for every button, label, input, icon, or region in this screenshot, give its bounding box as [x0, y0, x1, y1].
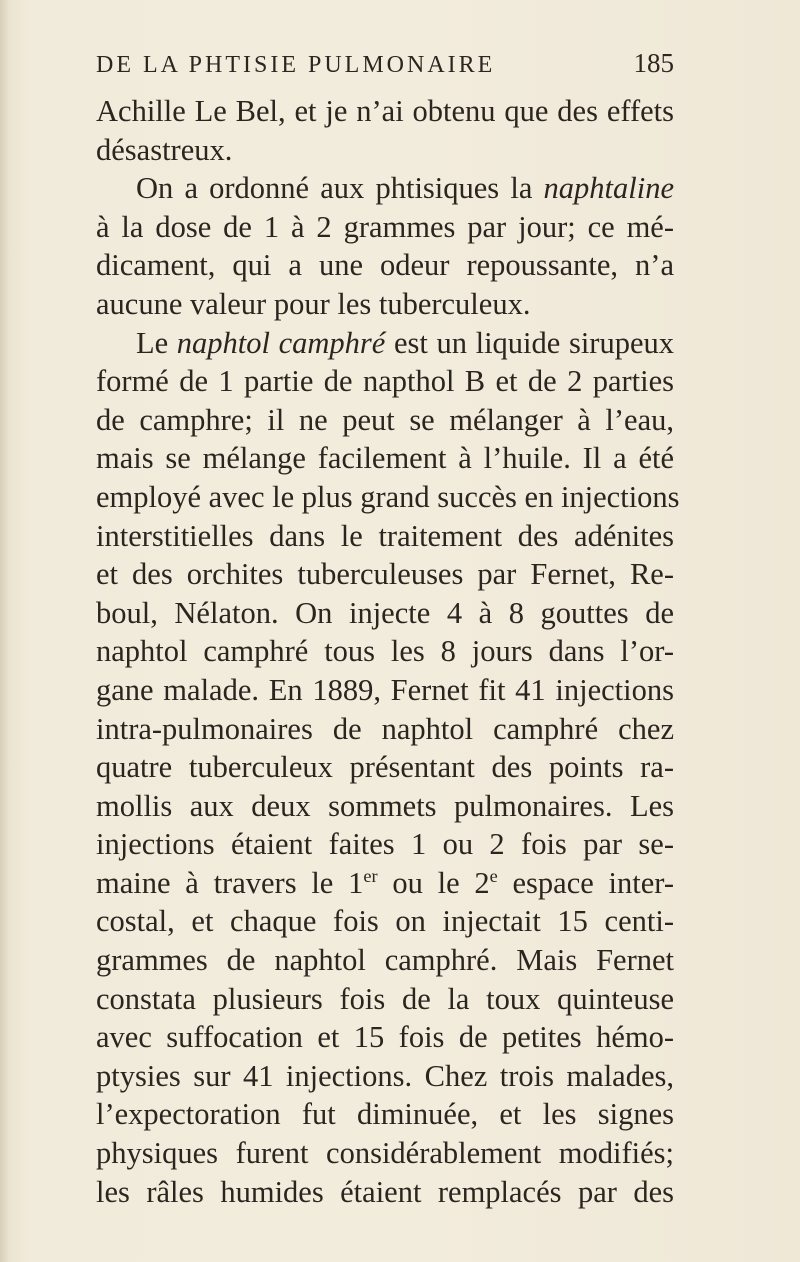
text-line — [96, 1095, 674, 1134]
text-line — [96, 787, 674, 826]
page-number: 185 — [633, 48, 674, 78]
text-segment: Achille Le Bel, et je n’ai obtenu que des effets — [96, 94, 674, 128]
text-line — [96, 864, 674, 903]
text-segment: grammes de naphtol camphré. Mais Fernet — [96, 943, 674, 978]
text-line — [96, 517, 674, 556]
text-segment: mollis aux deux sommets pulmonaires. Les — [96, 788, 674, 823]
text-line — [96, 362, 674, 401]
text-segment: et des orchites tuberculeuses par Fernet, Re- — [96, 557, 674, 592]
text-line — [96, 748, 674, 787]
text-line — [96, 169, 674, 208]
text-line — [96, 324, 674, 363]
text-line — [96, 902, 674, 941]
text-line — [96, 439, 674, 478]
text-segment: ptysies sur 41 injections. Chez trois malades, — [96, 1058, 674, 1093]
text-segment: physiques furent considérablement modifiés; — [96, 1136, 674, 1171]
italic-term: naphtol camphré — [176, 325, 386, 360]
text-line — [96, 941, 674, 980]
text-segment: maine à travers le 1 — [96, 865, 364, 900]
text-segment: aucune valeur pour les tuberculeux. — [96, 286, 531, 321]
text-line — [96, 825, 674, 864]
text-line — [96, 478, 680, 517]
text-line — [96, 285, 674, 324]
text-line — [96, 401, 674, 440]
text-segment: à la dose de 1 à 2 grammes par jour; ce mé- — [96, 209, 674, 244]
text-segment: est un liquide sirupeux — [385, 325, 674, 360]
running-title: DE LA PHTISIE PULMONAIRE — [96, 52, 496, 78]
italic-term: naphtaline — [543, 171, 674, 206]
body-text — [96, 92, 680, 1211]
text-segment: dicament, qui a une odeur repoussante, n’a — [96, 248, 674, 283]
text-line — [96, 710, 674, 749]
text-line — [96, 208, 674, 247]
text-segment: On a ordonné aux phtisiques la — [136, 171, 544, 206]
text-line — [96, 555, 674, 594]
page-header — [96, 46, 674, 86]
text-segment: mais se mélange facilement à l’huile. Il a été — [96, 441, 674, 476]
text-segment: boul, Nélaton. On injecte 4 à 8 gouttes de — [96, 595, 674, 630]
text-segment: intra-pulmonaires de naphtol camphré chez — [96, 711, 674, 746]
text-segment: naphtol camphré tous les 8 jours dans l’or- — [96, 634, 674, 669]
text-segment: injections étaient faites 1 ou 2 fois par se- — [96, 827, 674, 862]
text-line — [96, 246, 674, 285]
text-segment: gane malade. En 1889, Fernet fit 41 injections — [96, 672, 674, 707]
text-line — [96, 131, 674, 170]
ordinal-superscript: er — [363, 865, 378, 886]
text-segment: avec suffocation et 15 fois de petites hémo- — [96, 1020, 674, 1055]
text-segment: désastreux. — [96, 132, 233, 167]
text-segment: espace inter- — [497, 865, 674, 900]
text-segment: employé avec le plus grand succès en injections — [96, 479, 680, 514]
text-line — [96, 92, 674, 131]
text-segment: interstitielles dans le traitement des adénites — [96, 518, 674, 553]
text-line — [96, 1018, 674, 1057]
text-line — [96, 671, 674, 710]
text-segment: de camphre; il ne peut se mélanger à l’eau, — [96, 402, 674, 437]
text-segment: Le — [136, 325, 177, 360]
text-line — [96, 632, 674, 671]
text-segment: costal, et chaque fois on injectait 15 centi- — [96, 904, 674, 939]
text-line — [96, 1057, 674, 1096]
text-segment: constata plusieurs fois de la toux quinteuse — [96, 981, 674, 1016]
text-line — [96, 980, 674, 1019]
text-segment: les râles humides étaient remplacés par des — [96, 1174, 674, 1209]
text-segment: formé de 1 partie de napthol B et de 2 parties — [96, 364, 674, 399]
ordinal-superscript: e — [489, 865, 498, 886]
text-segment: quatre tuberculeux présentant des points ra- — [96, 750, 674, 785]
text-segment: ou le 2 — [377, 865, 490, 900]
text-segment: l’expectoration fut diminuée, et les signes — [96, 1097, 674, 1132]
text-line — [96, 1173, 674, 1212]
text-line — [96, 1134, 674, 1173]
text-line — [96, 594, 674, 633]
page-gutter-shadow — [0, 0, 10, 1262]
